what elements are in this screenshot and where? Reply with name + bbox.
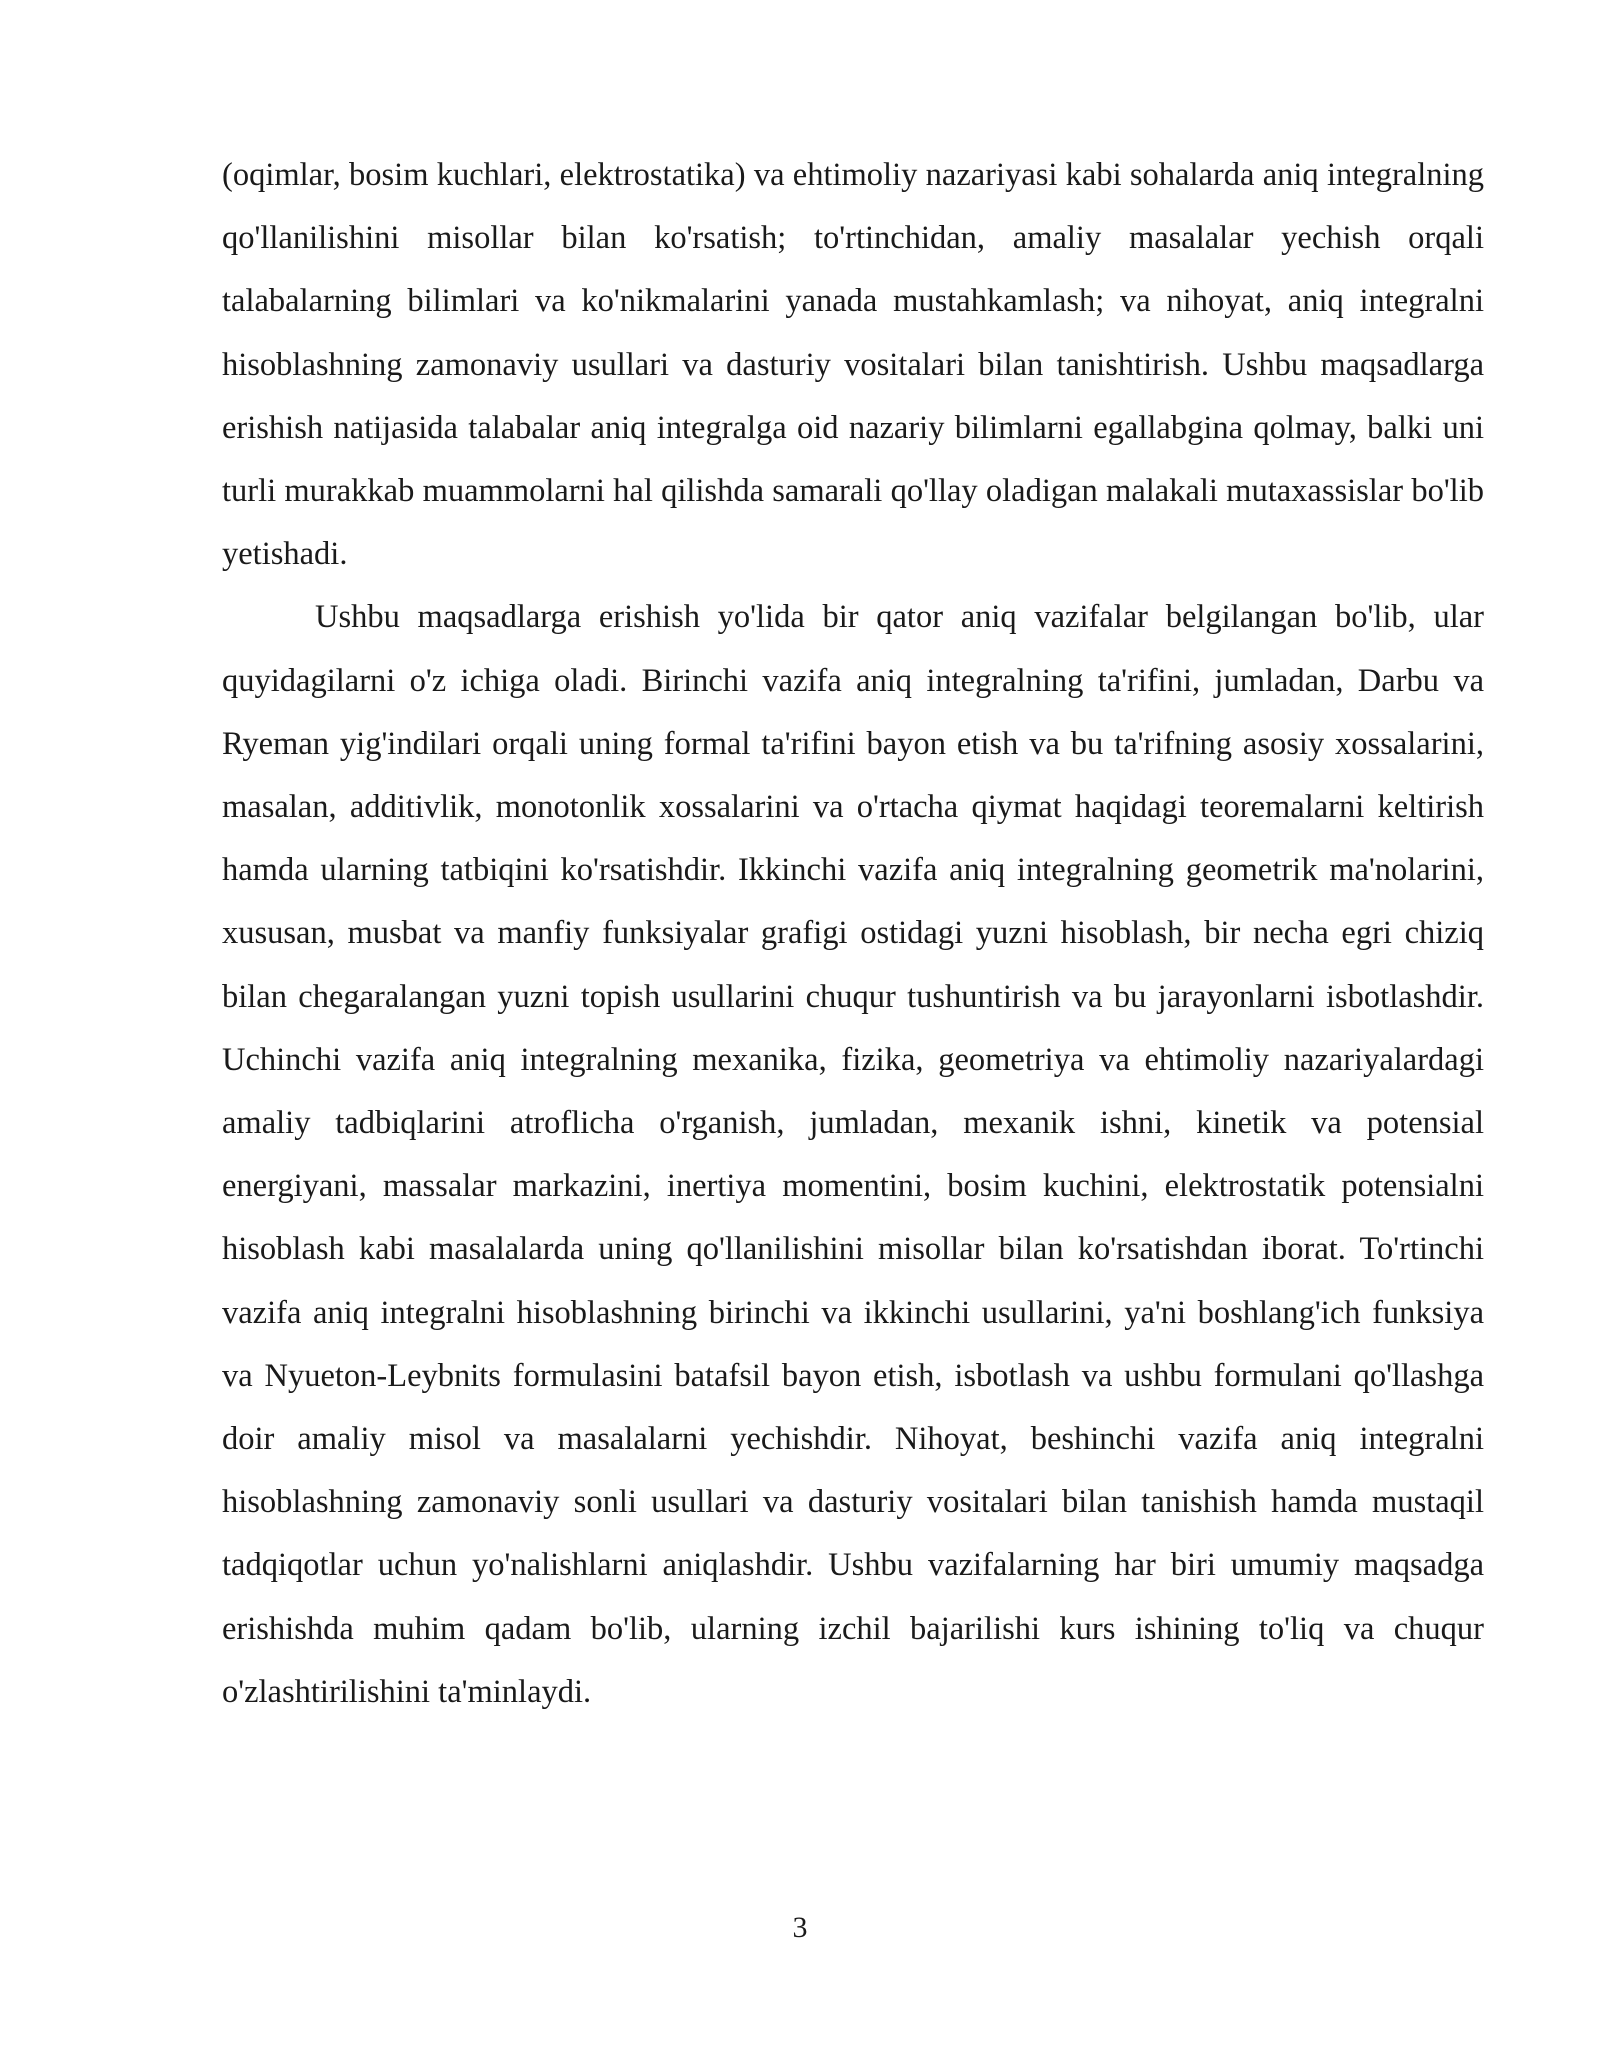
- body-text: [222, 144, 1484, 1724]
- page-number: 3: [792, 1911, 808, 1944]
- paragraph-tasks: Ushbu maqsadlarga erishish yo'lida bir qator aniq vazifalar belgilangan bo'lib, ular quyidagilarni o'z ichiga oladi. Birinchi vazifa aniq integralning ta'rifini, jumladan, Darbu va Ryeman yig'indilari orqali uning formal ta'rifini bayon etish va bu ta'rifning asosiy xossalarini, masalan, additivlik, monotonlik xossalarini va o'rtacha qiymat haqidagi teoremalarni keltirish hamda ularning tatbiqini ko'rsatishdir. Ikkinchi vazifa aniq integralning geometrik ma'nolarini, xususan, musbat va manfiy funksiyalar grafigi ostidagi yuzni hisoblash, bir necha egri chiziq bilan chegaralangan yuzni topish usullarini chuqur tushuntirish va bu jarayonlarni isbotlashdir. Uchinchi vazifa aniq integralning mexanika, fizika, geometriya va ehtimoliy nazariyalardagi amaliy tadbiqlarini atroflicha o'rganish, jumladan, mexanik ishni, kinetik va potensial energiyani, massalar markazini, inertiya momentini, bosim kuchini, elektrostatik potensialni hisoblash kabi masalalarda uning qo'llanilishini misollar bilan ko'rsatishdan iborat. To'rtinchi vazifa aniq integralni hisoblashning birinchi va ikkinchi usullarini, ya'ni boshlang'ich funksiya va Nyueton-Leybnits formulasini batafsil bayon etish, isbotlash va ushbu formulani qo'llashga doir amaliy misol va masalalarni yechishdir. Nihoyat, beshinchi vazifa aniq integralni hisoblashning zamonaviy sonli usullari va dasturiy vositalari bilan tanishish hamda mustaqil tadqiqotlar uchun yo'nalishlarni aniqlashdir. Ushbu vazifalarning har biri umumiy maqsadga erishishda muhim qadam bo'lib, ularning izchil bajarilishi kurs ishining to'liq va chuqur o'zlashtirilishini ta'minlaydi.: [222, 599, 1484, 1710]
- paragraph-continued: (oqimlar, bosim kuchlari, elektrostatika) va ehtimoliy nazariyasi kabi sohalarda aniq integralning qo'llanilishini misollar bilan ko'rsatish; to'rtinchidan, amaliy masalalar yechish orqali talabalarning bilimlari va ko'nikmalarini yanada mustahkamlash; va nihoyat, aniq integralni hisoblashning zamonaviy usullari va dasturiy vositalari bilan tanishtirish. Ushbu maqsadlarga erishish natijasida talabalar aniq integralga oid nazariy bilimlarni egallabgina qolmay, balki uni turli murakkab muammolarni hal qilishda samarali qo'llay oladigan malakali mutaxassislar bo'lib yetishadi.: [222, 157, 1484, 573]
